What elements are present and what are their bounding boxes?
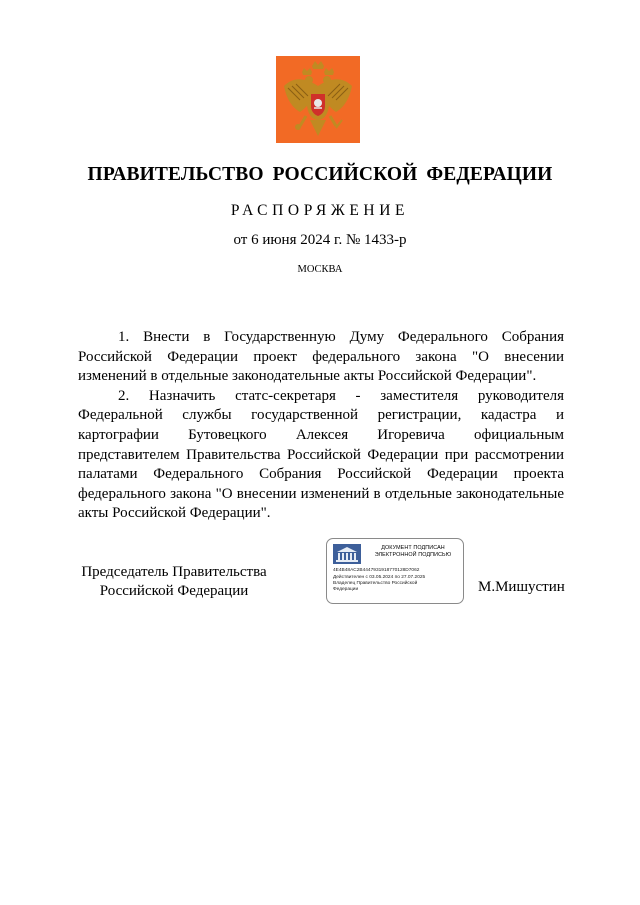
signer-name: М.Мишустин: [478, 579, 565, 595]
stamp-owner-line-2: Федерации: [333, 587, 359, 592]
document-body: [78, 328, 564, 524]
stamp-owner-line-1: Владелец Правительство Российской: [333, 581, 418, 586]
stamp-title-line-2: ЭЛЕКТРОННОЙ ПОДПИСЬЮ: [374, 552, 452, 559]
issuer-title: ПРАВИТЕЛЬСТВО РОССИЙСКОЙ ФЕДЕРАЦИИ: [87, 164, 553, 185]
stamp-title-line-1: ДОКУМЕНТ ПОДПИСАН: [381, 545, 445, 551]
signer-role: [74, 563, 274, 600]
electronic-signature-stamp: [326, 538, 464, 604]
signer-role-line-1: Председатель Правительства: [81, 564, 267, 580]
paragraph-1: 1. Внести в Государственную Думу Федерального Собрания Российской Федерации проект федерального закона "О внесении изменений в отдельные законодательные акты Российской Федерации".: [78, 329, 564, 385]
document-type: РАСПОРЯЖЕНИЕ: [230, 202, 410, 219]
stamp-title: [367, 545, 459, 559]
signer-role-line-2: Российской Федерации: [99, 582, 249, 599]
paragraph-2: 2. Назначить статс-секретаря - заместителя руководителя Федеральной службы государственной регистрации, кадастра и картографии Бутовецкого Алексея Игоревича официальным представителем Правительства Российской Федерации при рассмотрении палатами Федерального Собрания Российской Федерации проекта федерального закона "О внесении изменений в отдельные законодательные акты Российской Федерации".: [78, 387, 564, 522]
russian-coat-of-arms-icon: [276, 56, 360, 143]
government-building-icon: [333, 544, 361, 564]
issue-city: МОСКВА: [297, 264, 343, 275]
stamp-validity: Действителен с 03.05.2024 по 27.07.2025: [333, 575, 426, 580]
stamp-certificate: 4E4B48AC2B4447931918770128D7062: [333, 568, 420, 573]
document-date-number: от 6 июня 2024 г. № 1433-р: [233, 232, 407, 248]
